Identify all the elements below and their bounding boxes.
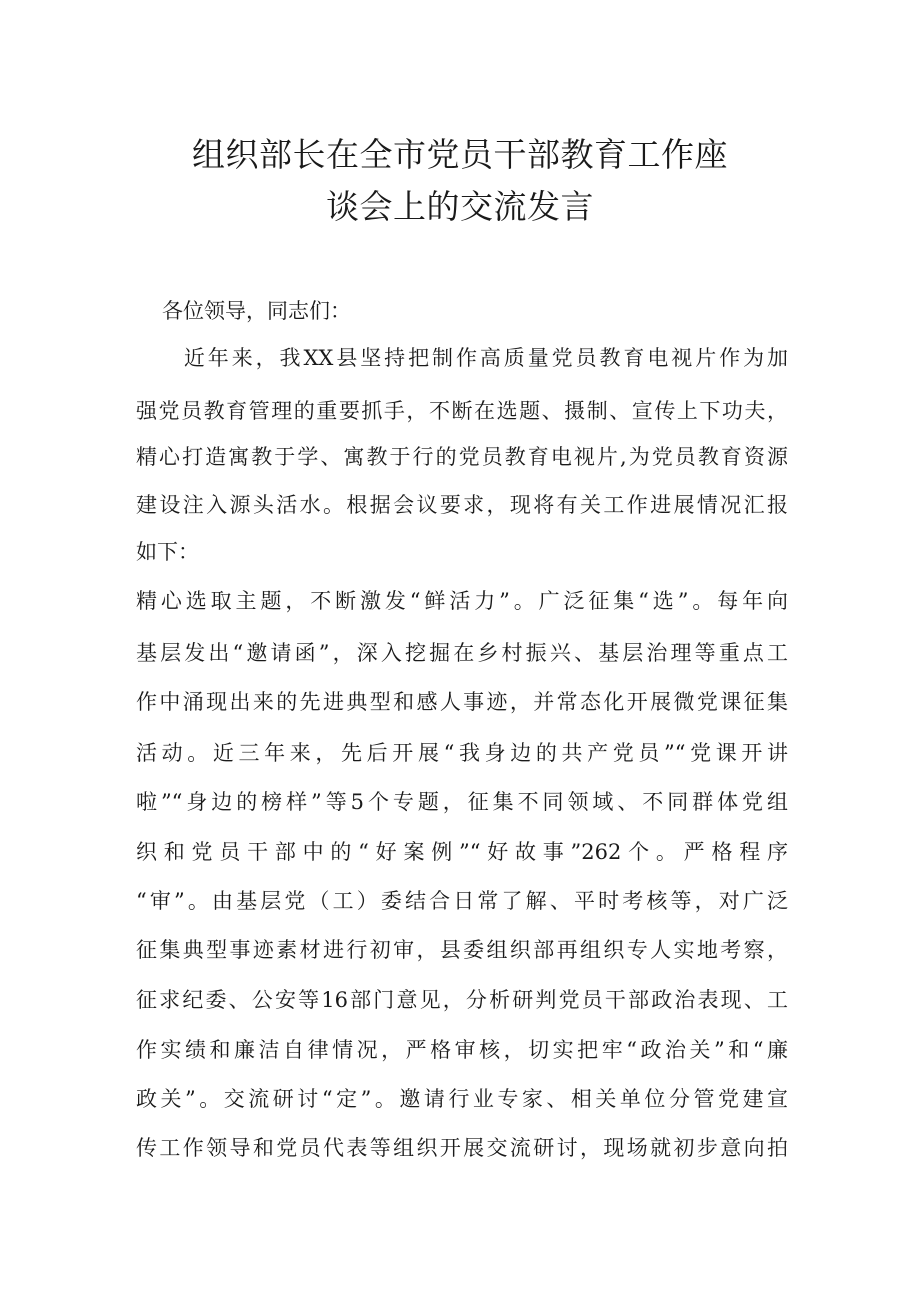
greeting: 各位领导，同志们： <box>162 299 351 323</box>
body-line: 精心打造寓教于学、寓教于行的党员教育电视片,为党员教育资源 <box>136 445 788 469</box>
body-line: 近年来，我XX县坚持把制作高质量党员教育电视片作为加 <box>136 346 788 370</box>
document-title-line-2: 谈会上的交流发言 <box>326 187 594 226</box>
body-line: 征求纪委、公安等16部门意见，分析研判党员干部政治表现、工 <box>136 988 788 1012</box>
body-line: 基层发出“邀请函”，深入挖掘在乡村振兴、基层治理等重点工 <box>136 641 788 665</box>
body-line: “审”。由基层党（工）委结合日常了解、平时考核等，对广泛 <box>136 889 788 913</box>
body-line: 织和党员干部中的“好案例”“好故事”262个。严格程序 <box>136 840 788 864</box>
document-title-line-1: 组织部长在全市党员干部教育工作座 <box>192 135 728 174</box>
body-line: 如下： <box>136 540 199 564</box>
body-line: 政关”。交流研讨“定”。邀请行业专家、相关单位分管党建宣 <box>136 1087 788 1111</box>
body-line: 征集典型事迹素材进行初审，县委组织部再组织专人实地考察， <box>136 938 788 962</box>
body-line: 活动。近三年来，先后开展“我身边的共产党员”“党课开讲 <box>136 741 788 765</box>
body-line: 啦”“身边的榜样”等5个专题，征集不同领域、不同群体党组 <box>136 790 788 814</box>
body-line: 作中涌现出来的先进典型和感人事迹，并常态化开展微党课征集 <box>136 690 788 714</box>
body-line: 强党员教育管理的重要抓手，不断在选题、摄制、宣传上下功夫， <box>136 399 788 423</box>
body-line: 传工作领导和党员代表等组织开展交流研讨，现场就初步意向拍 <box>136 1136 788 1160</box>
body-line: 精心选取主题，不断激发“鲜活力”。广泛征集“选”。每年向 <box>136 589 788 613</box>
body-line: 建设注入源头活水。根据会议要求，现将有关工作进展情况汇报 <box>136 493 788 517</box>
body-line: 作实绩和廉洁自律情况，严格审核，切实把牢“政治关”和“廉 <box>136 1038 788 1062</box>
